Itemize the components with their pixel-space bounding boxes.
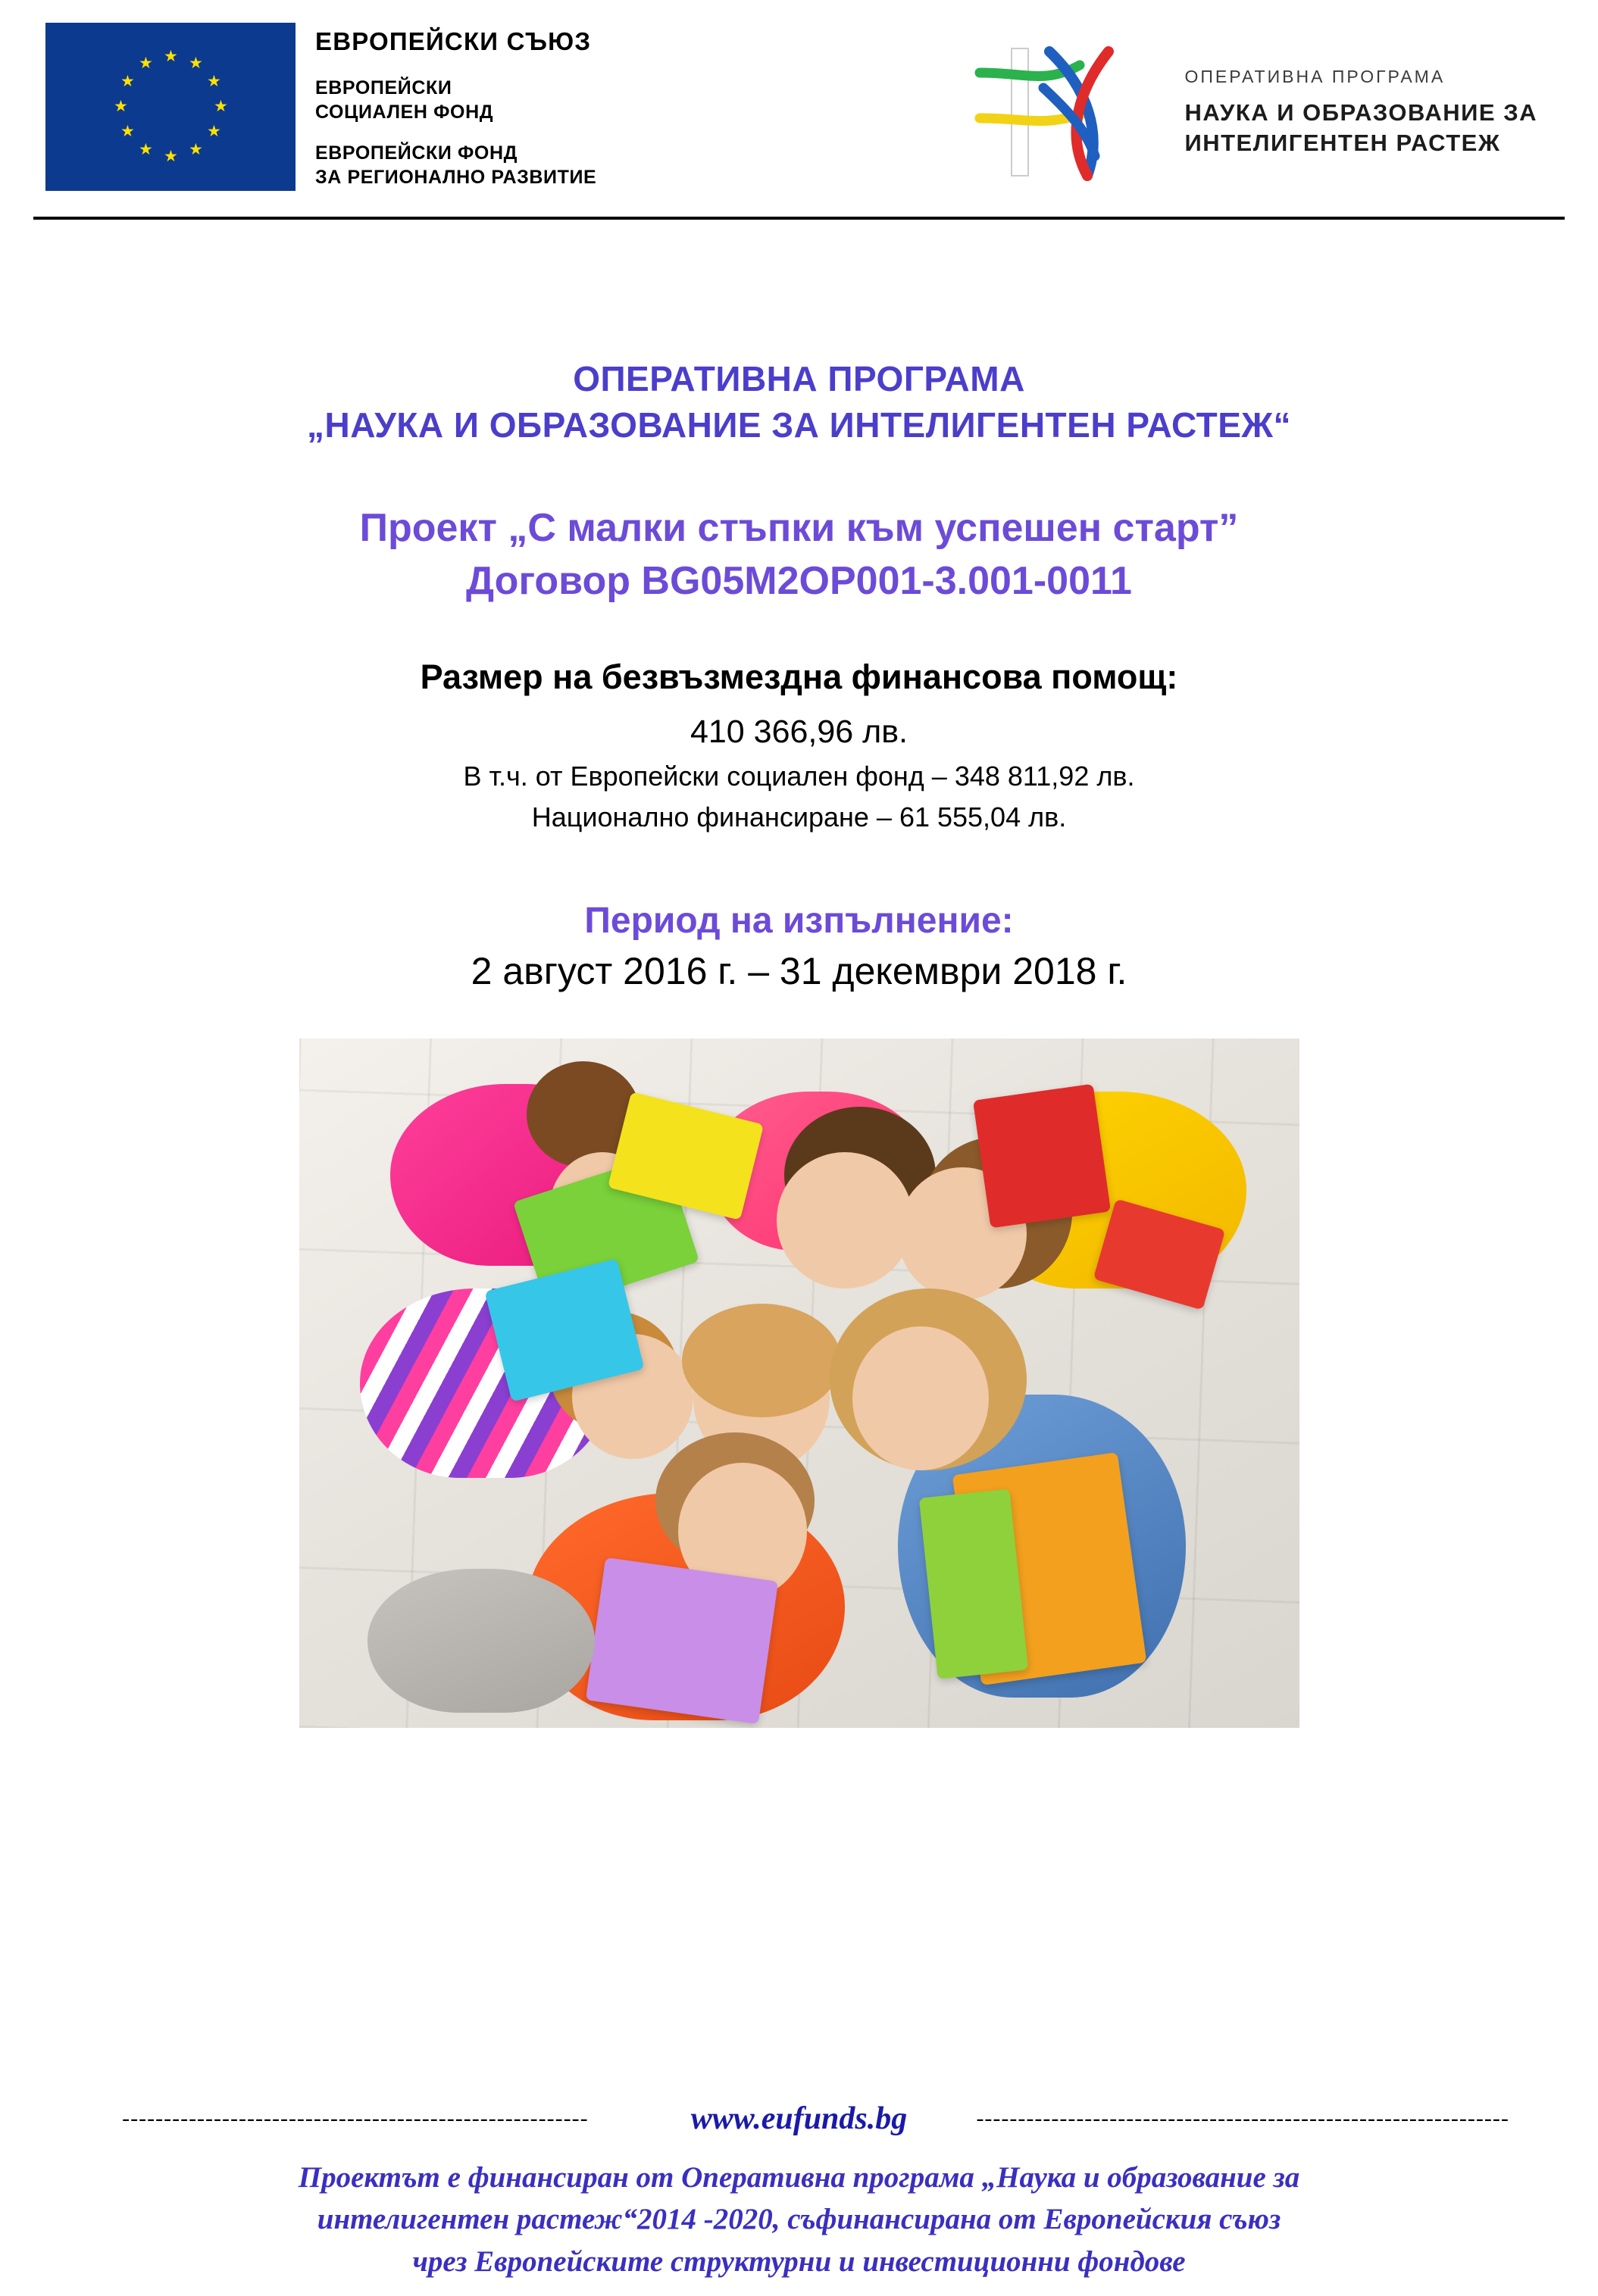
op-logo-svg — [974, 42, 1163, 183]
footer-disclaimer-line1: Проектът е финансиран от Оперативна програма „Наука и образование за — [298, 2160, 1300, 2194]
eu-fund-erdf-line2: ЗА РЕГИОНАЛНО РАЗВИТИЕ — [315, 167, 597, 188]
eu-stars-circle: ★ ★ ★ ★ ★ ★ ★ ★ ★ ★ ★ ★ — [114, 48, 228, 165]
grant-national: Национално финансиране – 61 555,04 лв. — [531, 801, 1067, 832]
document-footer — [0, 2101, 1598, 2296]
project-name: Проект „С малки стъпки към успешен старт” — [359, 506, 1239, 551]
op-line2b: ИНТЕЛИГЕНТЕН РАСТЕЖ — [1184, 130, 1501, 156]
footer-disclaimer-line2: интелигентен растеж“2014 -2020, съфинансирана от Европейския съюз — [317, 2203, 1281, 2236]
eu-emblem-block — [45, 23, 596, 191]
footer-url-row — [30, 2101, 1568, 2137]
child-legs — [367, 1569, 595, 1713]
eu-title: ЕВРОПЕЙСКИ СЪЮЗ — [315, 27, 592, 55]
document-body — [0, 220, 1598, 1728]
book-purple — [585, 1557, 777, 1724]
project-contract: Договор BG05M2OP001-3.001-0011 — [466, 559, 1132, 604]
footer-disclaimer — [30, 2157, 1568, 2282]
op-line2a: НАУКА И ОБРАЗОВАНИЕ ЗА — [1184, 98, 1537, 126]
period-value: 2 август 2016 г. – 31 декември 2018 г. — [471, 949, 1127, 992]
footer-disclaimer-line3: чрез Европейските структурни и инвестиционни фондове — [412, 2244, 1186, 2278]
child-hair-5 — [682, 1304, 841, 1417]
grant-total: 410 366,96 лв. — [690, 714, 908, 751]
eu-fund-esf-line1: ЕВРОПЕЙСКИ — [315, 77, 452, 98]
eu-fund-esf — [315, 76, 596, 124]
op-logo-block — [974, 23, 1553, 183]
child-head-6 — [852, 1326, 989, 1470]
op-line1: ОПЕРАТИВНА ПРОГРАМА — [1184, 66, 1446, 86]
eu-fund-erdf-line1: ЕВРОПЕЙСКИ ФОНД — [315, 142, 518, 164]
book-lime — [918, 1488, 1027, 1679]
book-red — [972, 1083, 1110, 1228]
grant-label: Размер на безвъзмездна финансова помощ: — [420, 657, 1178, 696]
grant-esf: В т.ч. от Европейски социален фонд – 348 811,92 лв. — [463, 760, 1135, 792]
children-lying-in-circle-with-books-photo — [299, 1039, 1299, 1728]
eu-text-block — [315, 23, 596, 189]
eu-fund-erdf — [315, 141, 596, 189]
op-line2 — [1184, 98, 1537, 159]
eufunds-link[interactable]: www.eufunds.bg — [690, 2101, 908, 2136]
eu-flag-icon — [45, 23, 296, 191]
project-title — [68, 502, 1530, 608]
photo-container — [68, 1039, 1530, 1728]
op-science-education-logo — [974, 42, 1163, 183]
dashes-left: -------------------------------------------------------- — [122, 2105, 589, 2131]
program-title — [68, 356, 1530, 448]
period-label: Период на изпълнение: — [584, 900, 1014, 941]
program-title-line1: ОПЕРАТИВНА ПРОГРАМА — [573, 359, 1025, 398]
dashes-right: ---------------------------------------------------------------- — [976, 2105, 1509, 2131]
header-logos-row — [45, 23, 1553, 191]
child-head-2 — [777, 1152, 913, 1289]
program-title-line2: „НАУКА И ОБРАЗОВАНИЕ ЗА ИНТЕЛИГЕНТЕН РАСТЕЖ“ — [307, 405, 1291, 445]
op-text-block — [1184, 67, 1537, 159]
eu-fund-esf-line2: СОЦИАЛЕН ФОНД — [315, 102, 494, 123]
header-divider — [33, 217, 1565, 220]
document-header — [0, 0, 1598, 220]
